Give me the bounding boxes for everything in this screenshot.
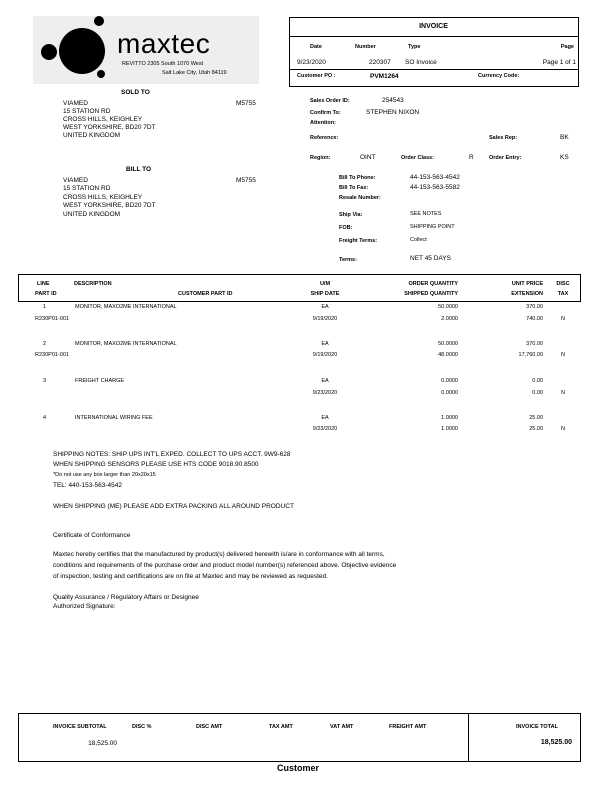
line-ship-date: 9/19/2020 [312,352,338,358]
line-description: INTERNATIONAL WIRING FEE [75,415,153,421]
terms: NET 45 DAYS [410,255,451,262]
th-extension: EXTENSION [511,291,543,297]
invoice-subtotal: 18,525.00 [88,740,117,747]
sold-to-line3: WEST YORKSHIRE, BD20 7DT [63,124,156,131]
th-customer-part-id: CUSTOMER PART ID [178,291,233,297]
vat-amt-label: VAT AMT [330,724,354,730]
freight-amt-label: FREIGHT AMT [389,724,427,730]
line-unit-price: 25.00 [529,415,543,421]
line-um: EA [321,341,329,347]
line-um: EA [321,304,329,310]
bill-fax-label: Bill To Fax: [339,185,369,191]
th-shipped-qty: SHIPPED QUANTITY [404,291,458,297]
shipping-note-1: SHIPPING NOTES: SHIP UPS INT'L EXPED. COLLECT TO UPS ACCT. 9W9-628 [53,451,291,458]
freight-terms: Collect [410,237,427,243]
sold-to-heading: SOLD TO [121,89,150,96]
region: OINT [360,154,376,161]
line-number: 4 [43,415,47,421]
th-tax: TAX [557,291,569,297]
line-um: EA [321,378,329,384]
bill-to-heading: BILL TO [126,166,152,173]
invoice-number: 220307 [369,59,391,66]
fob: SHIPPING POINT [410,224,455,230]
bill-to-account: M5755 [236,177,256,184]
line-order-qty: 50.0000 [438,304,458,310]
shipping-note-2: WHEN SHIPPING SENSORS PLEASE USE HTS CODE 9018.90.8500 [53,461,259,468]
th-description: DESCRIPTION [74,281,112,287]
sold-to-account: M5755 [236,100,256,107]
line-tax: N [561,352,565,358]
line-extension: 25.00 [529,426,543,432]
bill-to-line2: CROSS HILLS, KEIGHLEY [63,194,143,201]
bill-phone: 44-153-563-4542 [410,174,460,181]
sold-to-name: VIAMED [63,100,88,107]
certificate-text-1: Maxtec hereby certifies that the manufactured by product(s) delivered herewith is/are in conformance with all terms, [53,551,385,558]
shipping-note-5: WHEN SHIPPING (ME) PLEASE ADD EXTRA PACKING ALL AROUND PRODUCT [53,503,294,510]
th-line: LINE [37,281,50,287]
signature-title: Quality Assurance / Regulatory Affairs or Designee [53,594,199,601]
sold-to-line1: 15 STATION RD [63,108,111,115]
line-tax: N [561,316,565,322]
logo-dot-large [59,28,105,74]
region-label: Region: [310,155,331,161]
signature-label: Authorized Signature: [53,603,116,610]
totals-box [18,713,581,762]
line-ship-date: 9/19/2020 [312,316,338,322]
customer-po-label: Customer PO : [297,73,336,79]
line-extension: 17,760.00 [518,352,543,358]
bill-phone-label: Bill To Phone: [339,175,376,181]
invoice-total-label: INVOICE TOTAL [516,724,558,730]
logo-dot-tiny [97,70,105,78]
certificate-title: Certificate of Conformance [53,532,131,539]
terms-label: Terms: [339,257,357,263]
sales-rep: BK [560,134,569,141]
line-shipped-qty: 2.0000 [441,316,458,322]
line-shipped-qty: 0.0000 [441,390,458,396]
line-shipped-qty: 48.0000 [438,352,458,358]
sales-order: 254543 [382,97,404,104]
col-number-label: Number [355,44,376,50]
confirm-to-label: Confirm To: [310,110,341,116]
line-unit-price: 370.00 [526,341,543,347]
company-address-1: REVITTO 2305 South 1070 West [122,61,204,67]
disc-amt-label: DISC AMT [196,724,223,730]
disc-pct-label: DISC % [132,724,152,730]
col-page-label: Page [560,44,574,50]
certificate-text-3: of inspection, testing and certifications are on file at Maxtec and may be reviewed as requested. [53,573,328,580]
bill-to-line4: UNITED KINGDOM [63,211,121,218]
order-class: R [469,154,474,161]
sales-rep-label: Sales Rep: [489,135,518,141]
line-unit-price: 370.00 [526,304,543,310]
line-items-header [18,274,581,302]
line-description: MONITOR, MAXO2ME INTERNATIONAL [75,304,177,310]
certificate-text-2: conditions and requirements of the purchase order and product model number(s) referenced above. Objective evidence [53,562,397,569]
ship-via-label: Ship Via: [339,212,363,218]
freight-terms-label: Freight Terms: [339,238,378,244]
line-shipped-qty: 1.0000 [441,426,458,432]
col-date-label: Date [310,44,322,50]
subtotal-label: INVOICE SUBTOTAL [53,724,107,730]
line-um: EA [321,415,329,421]
logo-dot-small [94,16,104,26]
order-entry: KS [560,154,569,161]
line-tax: N [561,426,565,432]
shipping-note-3: *Do not use any box larger than 20x20x15 [53,472,156,478]
sales-order-label: Sales Order ID: [310,98,350,104]
th-part-id: PART ID [35,291,57,297]
copy-label: Customer [276,763,319,773]
order-entry-label: Order Entry: [489,155,522,161]
line-tax: N [561,390,565,396]
line-ship-date: 9/23/2020 [312,390,338,396]
line-description: FREIGHT CHARGE [75,378,125,384]
th-ship-date: SHIP DATE [310,291,340,297]
line-unit-price: 0.00 [532,378,543,384]
line-order-qty: 1.0000 [441,415,458,421]
line-part-id: R230P01-001 [35,316,69,322]
line-order-qty: 0.0000 [441,378,458,384]
invoice-date: 9/23/2020 [297,59,326,66]
line-part-id: R230P01-001 [35,352,69,358]
line-number: 2 [43,341,47,347]
reference-label: Reference: [310,135,339,141]
line-order-qty: 50.0000 [438,341,458,347]
line-number: 3 [43,378,47,384]
attention-label: Attention: [310,120,336,126]
sold-to-line4: UNITED KINGDOM [63,132,121,139]
invoice-total: 18,525.00 [540,739,572,746]
invoice-page: Page 1 of 1 [542,59,576,66]
th-disc: DISC [556,281,570,287]
shipping-note-4: TEL: 440-153-563-4542 [53,482,123,489]
company-address-2: Salt Lake City, Utah 84119 [162,70,227,76]
th-unit-price: UNIT PRICE [511,281,543,287]
col-type-label: Type [408,44,421,50]
logo-wordmark: maxtec [117,28,211,59]
bill-to-line1: 15 STATION RD [63,185,111,192]
sold-to-line2: CROSS HILLS, KEIGHLEY [63,116,143,123]
line-description: MONITOR, MAXO2ME INTERNATIONAL [75,341,177,347]
bill-to-name: VIAMED [63,177,88,184]
invoice-type: SO Invoice [405,59,437,66]
currency-code-label: Currency Code: [478,73,520,79]
customer-po: PVM1264 [370,73,399,80]
line-number: 1 [43,304,47,310]
tax-amt-label: TAX AMT [269,724,293,730]
logo-dot-medium [41,44,57,60]
fob-label: FOB: [339,225,353,231]
line-extension: 740.00 [526,316,543,322]
invoice-title: INVOICE [419,23,448,30]
line-extension: 0.00 [532,390,543,396]
th-order-qty: ORDER QUANTITY [408,281,458,287]
confirm-to: STEPHEN NIXON [366,109,420,116]
ship-via: SEE NOTES [410,211,442,217]
bill-to-line3: WEST YORKSHIRE, BD20 7DT [63,202,156,209]
resale-label: Resale Number: [339,195,381,201]
line-ship-date: 9/23/2020 [312,426,338,432]
order-class-label: Order Class: [401,155,435,161]
th-um: U/M [319,281,331,287]
bill-fax: 44-153-563-5582 [410,184,460,191]
